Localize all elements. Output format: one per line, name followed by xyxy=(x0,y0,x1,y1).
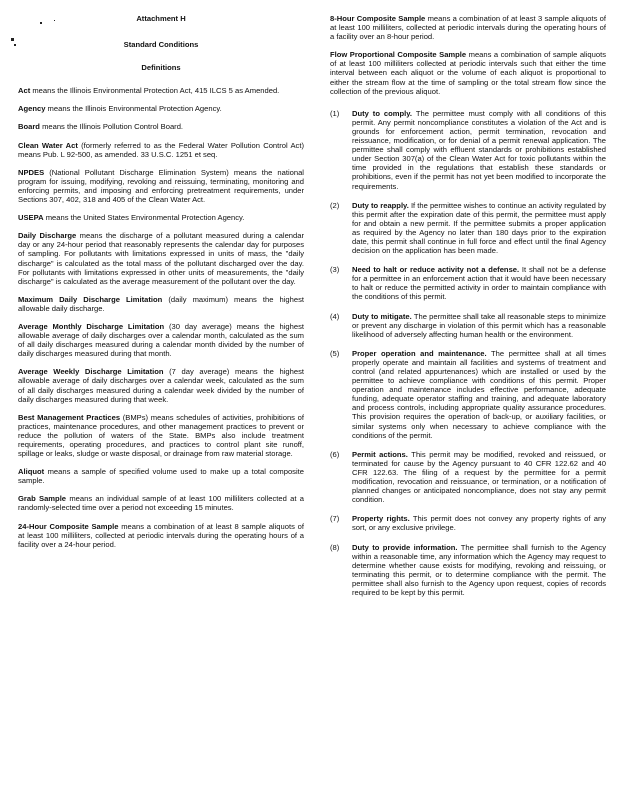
condition-item xyxy=(330,514,606,532)
definition-agency xyxy=(18,104,304,113)
condition-term: Duty to reapply. xyxy=(352,200,409,210)
definition-term: Average Monthly Discharge Limitation xyxy=(18,321,165,331)
condition-item xyxy=(330,265,606,301)
condition-body xyxy=(352,265,606,301)
condition-number: (2) xyxy=(330,200,340,210)
definition-daily-discharge xyxy=(18,231,304,286)
condition-term: Duty to mitigate. xyxy=(352,311,412,321)
definition-board xyxy=(18,122,304,131)
definition-text: (BMPs) means schedules of activities, prohibitions of practices, maintenance procedures, and other management practices to prevent or reduce the pollution of waters of the State. BMPs also include treatment requirements, operating procedures, and practices to control plant site runoff, spillage or leaks, sludge or waste disposal, or drainage from raw material storage. xyxy=(18,412,305,459)
definition-aliquot xyxy=(18,467,304,485)
definition-term: NPDES xyxy=(18,167,45,177)
definition-text: means a combination of sample aliquots of at least 100 milliliters collected at periodic intervals such that either the time interval between each aliquot or the volume of each aliquot is proportional to either the stream flow at the time of sampling or the total stream flow since the collection of the previous aliquot. xyxy=(330,50,606,96)
condition-body xyxy=(352,450,606,505)
definition-term: 8-Hour Composite Sample xyxy=(330,14,426,23)
condition-body xyxy=(352,109,606,191)
definition-clean-water-act xyxy=(18,141,304,159)
definition-term: Board xyxy=(18,122,40,132)
left-column xyxy=(18,14,304,558)
condition-number: (3) xyxy=(330,265,340,275)
condition-item xyxy=(330,349,606,440)
condition-term: Permit actions. xyxy=(352,449,408,459)
definition-text: means the Illinois Pollution Control Board. xyxy=(39,122,184,132)
condition-number: (8) xyxy=(330,542,340,552)
definition-text: means the Illinois Environmental Protection Agency. xyxy=(45,104,222,114)
scan-speck xyxy=(14,44,16,46)
definition-average-weekly xyxy=(18,367,304,403)
condition-text: The permittee shall take all reasonable steps to minimize or prevent any discharge in violation of this permit which has a reasonable likelihood of adversely affecting human health or the environment. xyxy=(352,311,606,339)
definition-term: Grab Sample xyxy=(18,494,67,504)
definition-term: Daily Discharge xyxy=(18,231,77,241)
definition-term: Flow Proportional Composite Sample xyxy=(330,50,467,60)
condition-item xyxy=(330,109,606,191)
condition-text: This permit may be modified, revoked and reissued, or terminated for cause by the Agency pursuant to 40 CFR 122.62 and 40 CFR 122.63. The filing of a request by the permittee for a permit modification, revocation and reissuance, or termination, or a notification of planned changes or anticipated noncompliance, does not stay any permit condition. xyxy=(352,449,606,505)
definition-8-hour-composite xyxy=(330,14,606,41)
definition-term: Best Management Practices xyxy=(18,412,121,422)
definition-bmps xyxy=(18,413,304,458)
condition-number: (5) xyxy=(330,348,340,358)
document-title: Standard Conditions xyxy=(123,40,199,50)
definition-text: (30 day average) means the highest allowable average of daily discharges over a calendar month, calculated as the sum of all daily discharges measured during a calendar month divided by the number of daily discharges measured during that month. xyxy=(18,321,304,359)
definition-term: Agency xyxy=(18,104,46,114)
definition-term: Average Weekly Discharge Limitation xyxy=(18,367,164,377)
definition-text: (formerly referred to as the Federal Water Pollution Control Act) means Pub. L 92-500, as amended. 33 U.S.C. 1251 et seq. xyxy=(18,140,304,159)
definition-text: means a combination of at least 8 sample aliquots of at least 100 milliliters, collected at periodic intervals during the operating hours of a facility over a 24-hour period. xyxy=(18,521,304,549)
condition-number: (4) xyxy=(330,311,340,321)
definition-npdes xyxy=(18,168,304,204)
condition-item xyxy=(330,201,606,256)
condition-term: Need to halt or reduce activity not a defense. xyxy=(352,265,520,275)
condition-text: The permittee must comply with all conditions of this permit. Any permit noncompliance constitutes a violation of the Act and is grounds for enforcement action, permit termination, revocation and reissuance, modification, or for denial of a permit renewal application. The permittee shall comply with effluent standards or prohibitions established under Section 307(a) of the Clean Water Act for toxic pollutants within the time provided in the regulations that establish these standards or prohibitions, even if the permit has not yet been modified to incorporate the requirements. xyxy=(352,108,606,191)
condition-text: If the permittee wishes to continue an activity regulated by this permit after the expiration date of this permit, the permittee must apply for and obtain a new permit. If the permittee submits a proper application as required by the Agency no later than 180 days prior to the expiration date, this permit shall continue in full force and effect until the final Agency decision on the application has been made. xyxy=(352,200,606,256)
attachment-heading: Attachment H xyxy=(136,14,186,23)
definition-act xyxy=(18,86,304,95)
right-column xyxy=(330,14,606,607)
condition-term: Duty to provide information. xyxy=(352,542,458,552)
definitions-heading: Definitions xyxy=(141,63,181,73)
condition-body xyxy=(352,349,606,440)
definition-text: (National Pollutant Discharge Elimination System) means the national program for issuing, modifying, revoking and reissuing, terminating, monitoring and enforcing permits, and imposing and enforcing pretreatment requirements, under Sections 307, 402, 318 and 405 of the Clean Water Act. xyxy=(18,167,304,205)
definition-text: means a combination of at least 3 sample aliquots of at least 100 milliliters, collected at periodic intervals during the operating hours of a facility over an 8-hour period. xyxy=(330,14,607,42)
definition-average-monthly xyxy=(18,322,304,358)
condition-body xyxy=(352,543,606,598)
definition-maximum-daily xyxy=(18,295,304,313)
definition-text: means a sample of specified volume used to make up a total composite sample. xyxy=(18,467,304,486)
condition-term: Duty to comply. xyxy=(352,108,413,118)
definition-text: means the discharge of a pollutant measured during a calendar day or any 24-hour period that reasonably represents the calendar day for purposes of sampling. For pollutants with limitations expressed in units of mass, the "daily discharge" is calculated as the total mass of the pollutant discharged over the day. For pollutants with limitations expressed in other units of measurements, the "daily discharge" is calculated as the average measurement of the pollutant over the day. xyxy=(18,231,304,286)
condition-item xyxy=(330,543,606,598)
definition-text: (daily maximum) means the highest allowable daily discharge. xyxy=(18,294,304,313)
definition-text: means an individual sample of at least 100 milliliters collected at a randomly-selected time over a period not exceeding 15 minutes. xyxy=(18,494,304,513)
condition-term: Proper operation and maintenance. xyxy=(352,348,487,358)
condition-text: This permit does not convey any property rights of any sort, or any exclusive privilege. xyxy=(352,514,606,533)
condition-text: It shall not be a defense for a permittee in an enforcement action that it would have been necessary to halt or reduce the permitted activity in order to maintain compliance with the conditions of this permit. xyxy=(352,265,606,302)
condition-term: Property rights. xyxy=(352,514,410,524)
condition-text: The permittee shall furnish to the Agency within a reasonable time, any information which the Agency may request to determine whether cause exists for modifying, revoking and reissuing, or terminating this permit, or to determine compliance with the permit. The permittee shall also furnish to the Agency upon request, copies of records required to be kept by this permit. xyxy=(352,542,606,597)
definition-flow-proportional xyxy=(330,50,606,95)
definition-term: 24-Hour Composite Sample xyxy=(18,521,119,531)
condition-item xyxy=(330,312,606,339)
definition-text: means the United States Environmental Protection Agency. xyxy=(43,213,245,223)
definition-term: Aliquot xyxy=(18,467,45,477)
definition-text: (7 day average) means the highest allowable average of daily discharges over a calendar week, calculated as the sum of all daily discharges measured during a calendar week divided by the number of daily discharges measured during that week. xyxy=(18,367,304,404)
scan-speck xyxy=(11,38,14,41)
condition-body xyxy=(352,201,606,256)
condition-text: The permittee shall at all times properly operate and maintain all facilities and systems of treatment and control (and related appurtenances) which are installed or used by the permittee to achieve compliance with conditions of this permit. Proper operation and maintenance includes effective performance, adequate funding, adequate operator staffing and training, and adequate laboratory and process controls, including appropriate quality assurance procedures. This provision requires the operation of back-up, or auxiliary facilities, or similar systems only when necessary to achieve compliance with the conditions of the permit. xyxy=(352,348,606,440)
definition-term: Clean Water Act xyxy=(18,140,78,150)
definition-term: Act xyxy=(18,86,31,96)
condition-body xyxy=(352,514,606,532)
condition-number: (1) xyxy=(330,108,340,118)
definition-term: USEPA xyxy=(18,213,44,223)
definition-24-hour-composite xyxy=(18,522,304,549)
definition-text: means the Illinois Environmental Protection Act, 415 ILCS 5 as Amended. xyxy=(30,86,280,96)
condition-body xyxy=(352,312,606,339)
condition-number: (7) xyxy=(330,514,340,524)
condition-item xyxy=(330,450,606,505)
definition-grab-sample xyxy=(18,494,304,512)
definition-term: Maximum Daily Discharge Limitation xyxy=(18,294,163,304)
definition-usepa xyxy=(18,213,304,222)
condition-number: (6) xyxy=(330,449,340,459)
